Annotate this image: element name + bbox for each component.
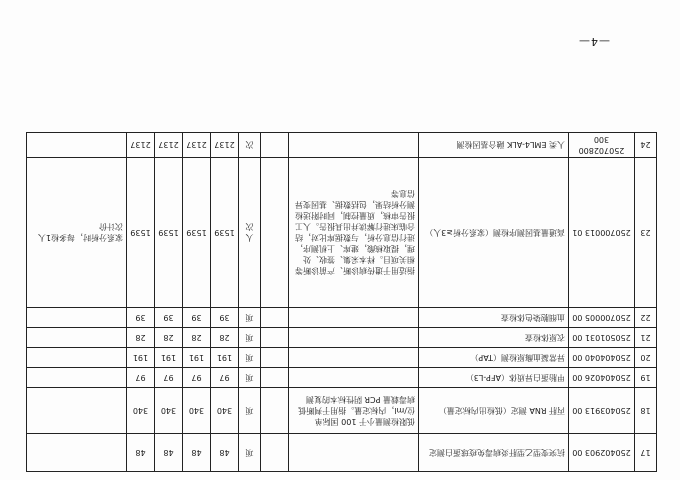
price-1: 2137 xyxy=(211,133,239,158)
price-1: 1539 xyxy=(211,158,239,308)
empty-cell xyxy=(261,308,289,328)
price-3: 48 xyxy=(155,434,183,472)
item-code: 250402903 00 xyxy=(569,434,635,472)
remark xyxy=(27,133,127,158)
table-row xyxy=(27,308,657,328)
item-name: 甲胎蛋白异质体（AFP-L3） xyxy=(419,368,569,388)
item-name: 丙肝 RNA 测定（低检出内标定量） xyxy=(419,388,569,434)
table-row xyxy=(27,434,657,472)
price-1: 191 xyxy=(211,348,239,368)
empty-cell xyxy=(261,388,289,434)
empty-cell xyxy=(261,328,289,348)
table-row xyxy=(27,328,657,348)
unit: 项 xyxy=(239,434,261,472)
item-content xyxy=(289,133,419,158)
item-content xyxy=(289,434,419,472)
remark: 家系分析时，每多检1人次计价 xyxy=(27,158,127,308)
table-row xyxy=(27,158,657,308)
row-number: 19 xyxy=(635,368,657,388)
empty-cell xyxy=(261,434,289,472)
unit: 人次 xyxy=(239,158,261,308)
price-4: 39 xyxy=(127,308,155,328)
price-1: 39 xyxy=(211,308,239,328)
price-3: 28 xyxy=(155,328,183,348)
price-3: 2137 xyxy=(155,133,183,158)
item-content: 低限检测量小于 100 国际单位/ml，内标定量。指用于判断低病毒载量 PCR 阴性标本的复测 xyxy=(289,388,419,434)
remark xyxy=(27,328,127,348)
item-name: 人类 EML4-ALK 融合基因检测 xyxy=(419,133,569,158)
item-content: 指适用于遗传病诊断、产前诊断等相关项目。样本采集、签收、处理，提取核酸，建库、上机测序，进行信息分析，与数据库比对，结合临床进行解读并出具报告。人工报告审核，质量控制，同时附送检测分析结果，包括数据、基因变异信息等 xyxy=(289,158,419,308)
price-2: 28 xyxy=(183,328,211,348)
empty-cell xyxy=(261,368,289,388)
price-4: 191 xyxy=(127,348,155,368)
item-code: 250404026 00 xyxy=(569,368,635,388)
price-4: 97 xyxy=(127,368,155,388)
price-2: 1539 xyxy=(183,158,211,308)
remark xyxy=(27,348,127,368)
price-3: 97 xyxy=(155,368,183,388)
price-3: 1539 xyxy=(155,158,183,308)
item-name: 高通量基因测序检测（家系分析≥3人） xyxy=(419,158,569,308)
unit: 项 xyxy=(239,388,261,434)
table-row xyxy=(27,133,657,158)
item-name: 血细胞染色体检查 xyxy=(419,308,569,328)
row-number: 24 xyxy=(635,133,657,158)
remark xyxy=(27,388,127,434)
price-2: 191 xyxy=(183,348,211,368)
item-code: 250404040 00 xyxy=(569,348,635,368)
price-3: 39 xyxy=(155,308,183,328)
table-row xyxy=(27,388,657,434)
row-number: 17 xyxy=(635,434,657,472)
unit: 项 xyxy=(239,368,261,388)
price-2: 97 xyxy=(183,368,211,388)
price-1: 48 xyxy=(211,434,239,472)
price-4: 2137 xyxy=(127,133,155,158)
item-code: 250403913 00 xyxy=(569,388,635,434)
price-4: 340 xyxy=(127,388,155,434)
item-content xyxy=(289,348,419,368)
price-4: 1539 xyxy=(127,158,155,308)
item-content xyxy=(289,368,419,388)
remark xyxy=(27,434,127,472)
unit: 次 xyxy=(239,133,261,158)
table-row xyxy=(27,368,657,388)
price-2: 340 xyxy=(183,388,211,434)
price-1: 340 xyxy=(211,388,239,434)
price-3: 340 xyxy=(155,388,183,434)
price-3: 191 xyxy=(155,348,183,368)
unit: 项 xyxy=(239,308,261,328)
unit: 项 xyxy=(239,328,261,348)
item-code: 250501031 00 xyxy=(569,328,635,348)
row-number: 18 xyxy=(635,388,657,434)
price-2: 48 xyxy=(183,434,211,472)
page-number: —4— xyxy=(578,35,610,48)
remark xyxy=(27,308,127,328)
remark xyxy=(27,368,127,388)
item-code: 250702800 300 xyxy=(569,133,635,158)
item-name: 抗突变型乙型肝炎病毒免疫球蛋白测定 xyxy=(419,434,569,472)
empty-cell xyxy=(261,158,289,308)
unit: 项 xyxy=(239,348,261,368)
item-content xyxy=(289,308,419,328)
item-name: 衣原体检查 xyxy=(419,328,569,348)
item-content xyxy=(289,328,419,348)
item-name: 异常凝血酶原检测（TAP） xyxy=(419,348,569,368)
price-4: 28 xyxy=(127,328,155,348)
row-number: 21 xyxy=(635,328,657,348)
row-number: 23 xyxy=(635,158,657,308)
item-code: 250700005 00 xyxy=(569,308,635,328)
row-number: 20 xyxy=(635,348,657,368)
empty-cell xyxy=(261,348,289,368)
price-4: 48 xyxy=(127,434,155,472)
item-code: 250700013 01 xyxy=(569,158,635,308)
price-1: 28 xyxy=(211,328,239,348)
price-2: 39 xyxy=(183,308,211,328)
empty-cell xyxy=(261,133,289,158)
fee-table xyxy=(26,132,657,472)
row-number: 22 xyxy=(635,308,657,328)
price-1: 97 xyxy=(211,368,239,388)
price-2: 2137 xyxy=(183,133,211,158)
table-row xyxy=(27,348,657,368)
